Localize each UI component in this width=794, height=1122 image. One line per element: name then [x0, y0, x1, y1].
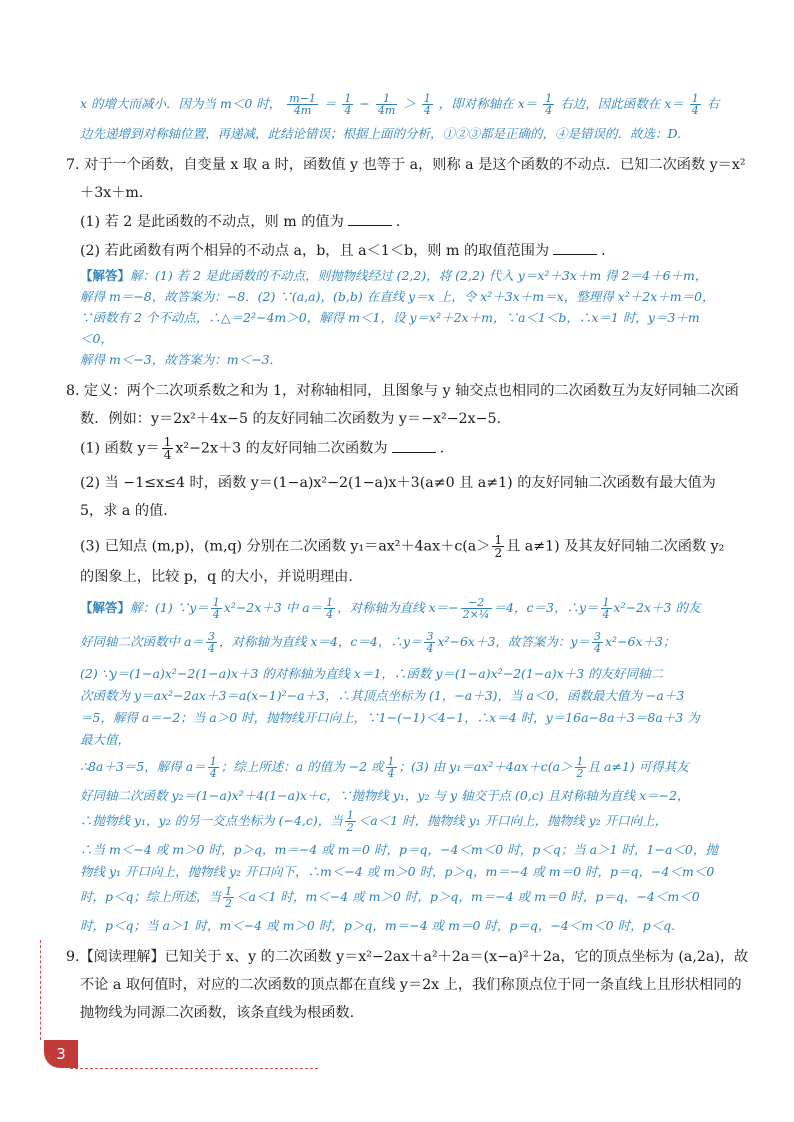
- q8-solution-line-5: ＝5，解得 a＝−2；当 a＞0 时，抛物线开口向上，∵1−(−1)＜4−1，∴x＝4 时，y＝16a−8a＋3＝8a＋3 为: [80, 710, 700, 725]
- q8-solution-line-8: 好同轴二次函数 y₂＝(1−a)x²＋4(1−a)x＋c，∵抛物线 y₁，y₂ 与 y 轴交于点 (0,c) 且对称轴为直线 x＝−2，: [80, 788, 690, 803]
- answer-tag: 【解答】: [80, 600, 131, 615]
- q8-solution-line-13: 时，p＜q；当 a＞1 时，m＜−4 或 m＞0 时，p＞q，m＝−4 或 m＝0 时，p＝q，−4＜m＜0 时，p＜q.: [80, 918, 676, 933]
- prev-answer-line-1: x 的增大而减小．因为当 m＜0 时， $\frac{m-1}{4m}$ ＝ $\frac{1}{4}$ − $\frac{1}{4m}$ ＞ $\frac{1}{4}$ ，即对称轴在 x＝ $\frac{1}{4}$ 右边，因此函数在 x＝ $\frac{1}{4}$ 右: [80, 92, 720, 117]
- q9-stem-line-1: 9.【阅读理解】已知关于 x、y 的二次函数 y＝x²−2ax＋a²＋2a＝(x−a)²＋2a，它的顶点坐标为 (a,2a)，故: [66, 949, 749, 965]
- q8-part-2-line-2: 5，求 a 的值.: [80, 503, 168, 519]
- q8-stem-line-1: 8. 定义：两个二次项系数之和为 1，对称轴相同，且图象与 y 轴交点也相同的二次函数互为友好同轴二次函: [66, 383, 739, 399]
- q8-solution-line-10: ∴当 m＜−4 或 m＞0 时，p＞q，m＝−4 或 m＝0 时，p＝q，−4＜m＜0 时，p＜q；当 a＞1 时，1−a＜0，抛: [80, 842, 718, 857]
- q8-part-3-line-1: (3) 已知点 (m,p)，(m,q) 分别在二次函数 y₁＝ax²＋4ax＋c(a＞ $\frac{1}{2}$ 且 a≠1) 及其友好同轴二次函数 y₂: [80, 533, 725, 560]
- q8-part-3-line-2: 的图象上，比较 p，q 的大小，并说明理由.: [80, 569, 353, 585]
- q9-stem-line-2: 不论 a 取何值时，对应的二次函数的顶点都在直线 y＝2x 上，我们称顶点位于同一条直线上且形状相同的: [80, 977, 742, 993]
- answer-blank: [553, 254, 597, 255]
- q7-solution-line-4: ＜0，: [80, 331, 113, 346]
- answer-blank: [392, 452, 436, 453]
- q7-part-2: (2) 若此函数有两个相异的不动点 a，b，且 a＜1＜b，则 m 的取值范围为 .: [80, 243, 606, 259]
- q7-solution-line-5: 解得 m＜−3，故答案为：m＜−3.: [80, 352, 274, 367]
- page-number-badge: 3: [44, 1040, 78, 1068]
- q8-solution-line-1: 【解答】解：(1) ∵y＝ $\frac{1}{4}$ x²−2x＋3 中 a＝ $\frac{1}{4}$ ，对称轴为直线 x＝− $\frac{-2}{\text{2×¼}}$ ＝4，c＝3，∴y＝ $\frac{1}{4}$ x²−2x＋3 的友: [80, 596, 701, 621]
- decorative-dashed-line-vertical: [40, 940, 41, 1040]
- q8-solution-line-11: 物线 y₁ 开口向上，抛物线 y₂ 开口向下，∴m＜−4 或 m＞0 时，p＞q，m＝−4 或 m＝0 时，p＝q，−4＜m＜0: [80, 864, 715, 879]
- q8-part-1: (1) 函数 y＝ $\frac{1}{4}$ x²−2x＋3 的友好同轴二次函数为 .: [80, 435, 445, 462]
- answer-blank: [348, 225, 392, 226]
- q8-stem-line-2: 数．例如：y＝2x²＋4x−5 的友好同轴二次函数为 y＝−x²−2x−5.: [80, 411, 501, 427]
- decorative-dashed-line-horizontal: [70, 1068, 318, 1069]
- q8-solution-line-7: ∴8a＋3＝5，解得 a＝ $\frac{1}{4}$ ；综上所述：a 的值为 −2 或 $\frac{1}{4}$ ；(3) 由 y₁＝ax²＋4ax＋c(a＞ $\frac{1}{2}$ 且 a≠1) 可得其友: [80, 755, 689, 780]
- q7-stem-line-2: ＋3x＋m.: [80, 185, 144, 201]
- q8-solution-line-6: 最大值，: [80, 732, 131, 747]
- prev-answer-line-2: 边先递增到对称轴位置，再递减，此结论错误；根据上面的分析，①②③都是正确的，④是错误的．故选：D.: [80, 126, 682, 141]
- q8-solution-line-3: (2) ∵y＝(1−a)x²−2(1−a)x＋3 的对称轴为直线 x＝1，∴函数 y＝(1−a)x²−2(1−a)x＋3 的友好同轴二: [80, 666, 664, 681]
- q8-solution-line-12: 时，p＜q；综上所述，当 $\frac{1}{2}$ ＜a＜1 时，m＜−4 或 m＞0 时，p＞q，m＝−4 或 m＝0 时，p＝q，−4＜m＜0: [80, 885, 700, 910]
- q7-stem-line-1: 7. 对于一个函数，自变量 x 取 a 时，函数值 y 也等于 a，则称 a 是这个函数的不动点．已知二次函数 y＝x²: [66, 157, 746, 173]
- q8-solution-line-2: 好同轴二次函数中 a＝ $\frac{3}{4}$ ，对称轴为直线 x＝4，c＝4，∴y＝ $\frac{3}{4}$ x²−6x＋3，故答案为：y＝ $\frac{3}{4}$ x²−6x＋3；: [80, 630, 676, 655]
- q7-solution-line-1: 【解答】解：(1) 若 2 是此函数的不动点，则抛物线经过 (2,2)，将 (2,2) 代入 y＝x²＋3x＋m 得 2＝4＋6＋m，: [80, 268, 708, 283]
- answer-tag: 【解答】: [80, 268, 131, 283]
- q7-part-1: (1) 若 2 是此函数的不动点，则 m 的值为 .: [80, 214, 401, 230]
- q8-part-2-line-1: (2) 当 −1≤x≤4 时，函数 y＝(1−a)x²−2(1−a)x＋3(a≠0 且 a≠1) 的友好同轴二次函数有最大值为: [80, 475, 716, 491]
- q7-solution-line-3: ∵函数有 2 个不动点，∴△＝2²−4m＞0，解得 m＜1，设 y＝x²＋2x＋m，∵a＜1＜b，∴x＝1 时，y＝3＋m: [80, 310, 700, 325]
- q7-solution-line-2: 解得 m＝−8，故答案为：−8．(2) ∵(a,a)，(b,b) 在直线 y＝x 上，令 x²＋3x＋m＝x，整理得 x²＋2x＋m＝0，: [80, 289, 715, 304]
- q8-solution-line-4: 次函数为 y＝ax²−2ax＋3＝a(x−1)²−a＋3，∴其顶点坐标为 (1，−a＋3)，当 a＜0，函数最大值为 −a＋3: [80, 688, 685, 703]
- q9-stem-line-3: 抛物线为同源二次函数，该条直线为根函数.: [80, 1005, 355, 1021]
- q8-solution-line-9: ∴抛物线 y₁，y₂ 的另一交点坐标为 (−4,c)，当 $\frac{1}{2}$ ＜a＜1 时，抛物线 y₁ 开口向上，抛物线 y₂ 开口向上，: [80, 809, 668, 834]
